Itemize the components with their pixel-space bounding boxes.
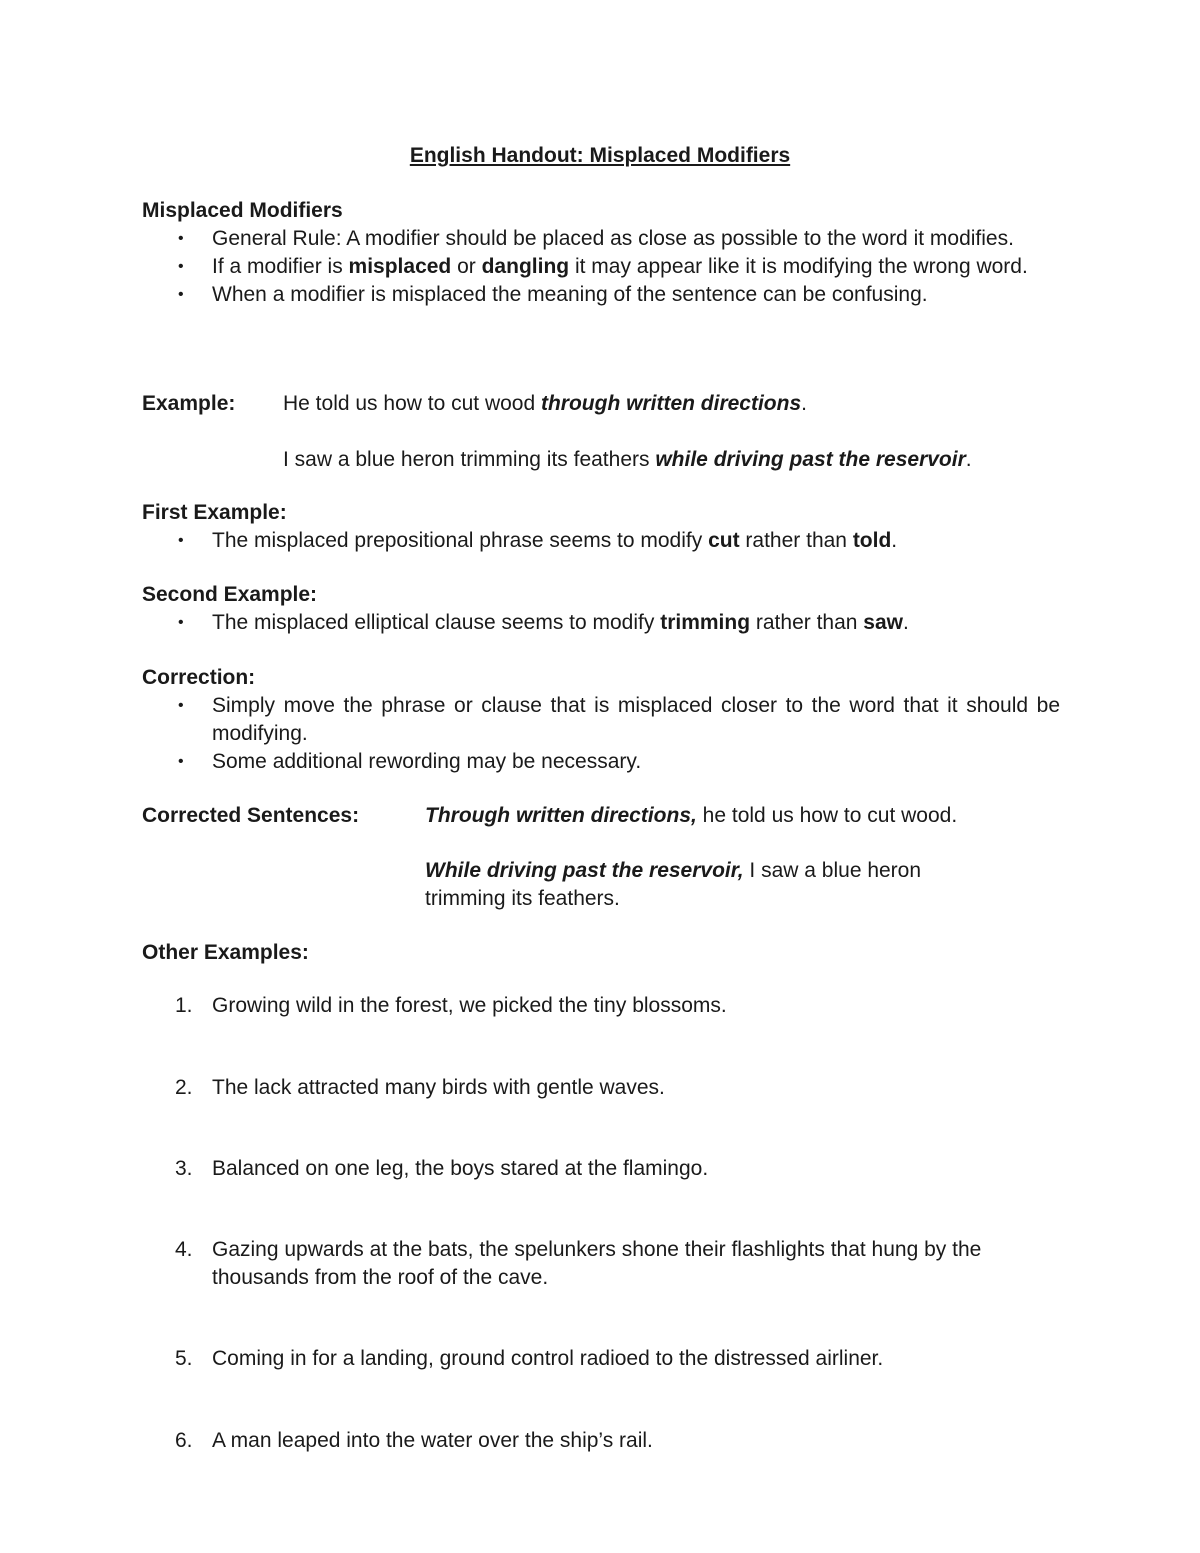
list-item: 3. Balanced on one leg, the boys stared at the flamingo. — [175, 1157, 709, 1180]
corrected-sentences-label: Corrected Sentences: — [142, 804, 360, 827]
first-example-list — [142, 527, 1060, 555]
list-item: • Simply move the phrase or clause that is misplaced closer to the word that it should be modifying. — [142, 692, 1060, 748]
correction-heading: Correction: — [142, 666, 256, 689]
list-item: 2. The lack attracted many birds with gentle waves. — [175, 1076, 665, 1099]
list-item: 1. Growing wild in the forest, we picked the tiny blossoms. — [175, 994, 727, 1017]
corrected-sentence-1: Through written directions, he told us how to cut wood. — [425, 804, 958, 827]
list-item: 5. Coming in for a landing, ground control radioed to the distressed airliner. — [175, 1347, 884, 1370]
list-item: • The misplaced prepositional phrase seems to modify cut rather than told. — [142, 527, 1060, 555]
first-example-heading: First Example: — [142, 501, 287, 524]
example-sentence-1: He told us how to cut wood through written directions. — [283, 392, 807, 415]
correction-list — [142, 692, 1060, 776]
list-item: • General Rule: A modifier should be placed as close as possible to the word it modifies. — [142, 225, 1060, 253]
section-heading-misplaced-modifiers: Misplaced Modifiers — [142, 199, 343, 222]
example-label: Example: — [142, 392, 236, 415]
second-example-list — [142, 609, 1060, 637]
page-title: English Handout: Misplaced Modifiers — [409, 144, 791, 167]
list-item: • Some additional rewording may be necessary. — [142, 748, 1060, 776]
list-item: 6. A man leaped into the water over the ship’s rail. — [175, 1429, 653, 1452]
second-example-heading: Second Example: — [142, 583, 318, 606]
corrected-sentence-2: While driving past the reservoir, I saw a blue heron trimming its feathers. — [425, 859, 922, 910]
other-examples-heading: Other Examples: — [142, 941, 309, 964]
list-item: 4. Gazing upwards at the bats, the spelunkers shone their flashlights that hung by the thousands from the roof of the cave. — [175, 1238, 982, 1289]
example-sentence-2: I saw a blue heron trimming its feathers while driving past the reservoir. — [283, 448, 972, 471]
rules-bullet-list — [142, 225, 1060, 309]
list-item: • When a modifier is misplaced the meaning of the sentence can be confusing. — [142, 281, 1060, 309]
list-item: • The misplaced elliptical clause seems to modify trimming rather than saw. — [142, 609, 1060, 637]
list-item: • If a modifier is misplaced or dangling it may appear like it is modifying the wrong word. — [142, 253, 1060, 281]
